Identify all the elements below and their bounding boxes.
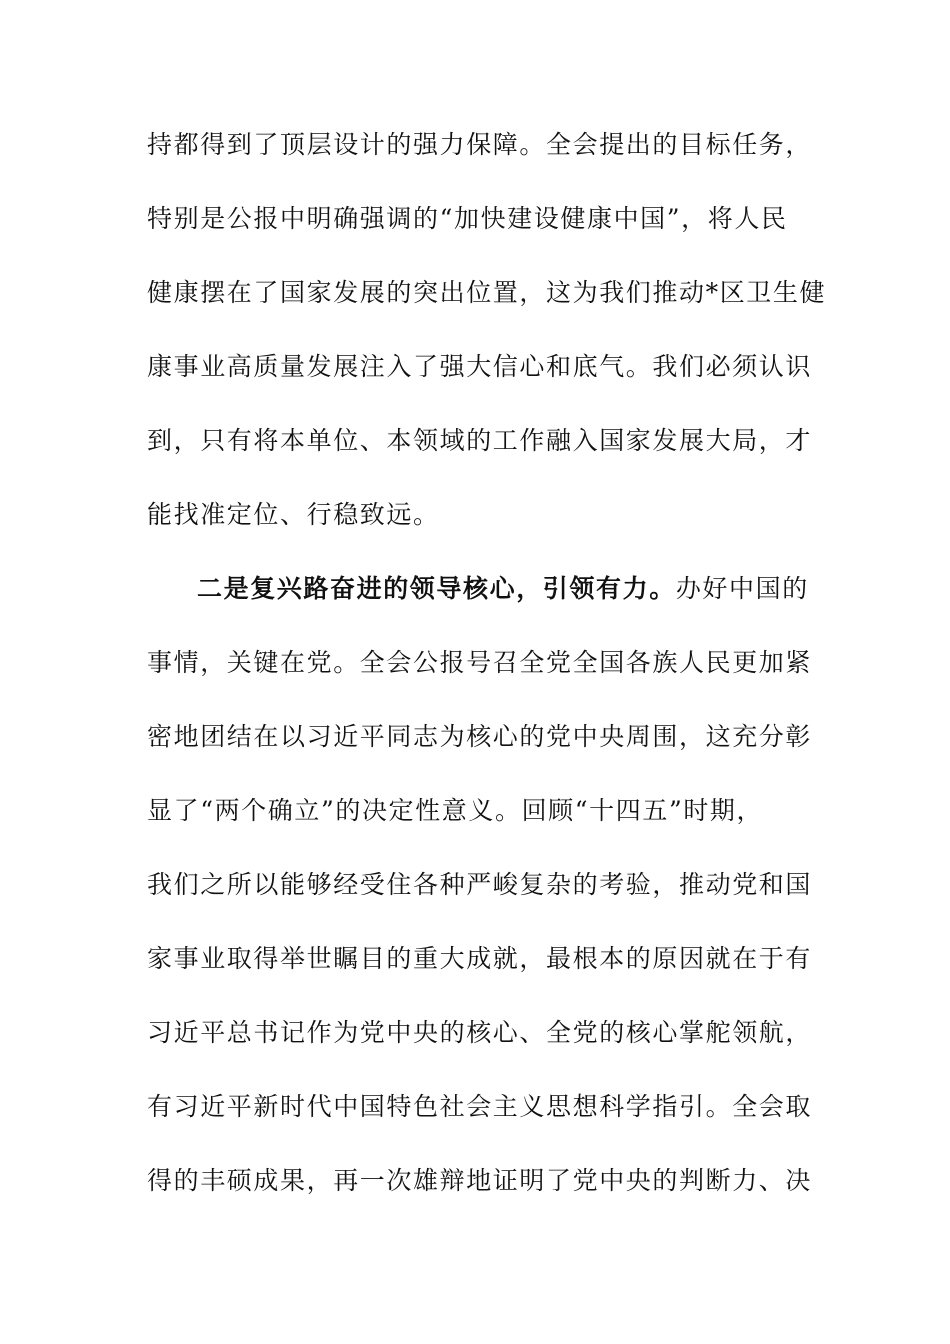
paragraph-line: 有习近平新时代中国特色社会主义思想科学指引。全会取 bbox=[147, 1092, 813, 1121]
paragraph-line: 事情，关键在党。全会公报号召全党全国各族人民更加紧 bbox=[147, 648, 813, 677]
paragraph-first-line bbox=[197, 569, 807, 609]
paragraph-line: 家事业取得举世瞩目的重大成就，最根本的原因就在于有 bbox=[147, 944, 813, 973]
paragraph-line: 能找准定位、行稳致远。 bbox=[147, 500, 440, 529]
paragraph-line: 显了“两个确立”的决定性意义。回顾“十四五”时期， bbox=[147, 796, 764, 825]
section-heading: 二是复兴路奋进的领导核心，引领有力。 bbox=[197, 574, 676, 603]
paragraph-line: 得的丰硕成果，再一次雄辩地证明了党中央的判断力、决 bbox=[147, 1166, 813, 1195]
paragraph-line: 康事业高质量发展注入了强大信心和底气。我们必须认识 bbox=[147, 352, 813, 381]
paragraph-line: 习近平总书记作为党中央的核心、全党的核心掌舵领航， bbox=[147, 1018, 813, 1047]
paragraph-line: 我们之所以能够经受住各种严峻复杂的考验，推动党和国 bbox=[147, 870, 813, 899]
paragraph-line: 健康摆在了国家发展的突出位置，这为我们推动*区卫生健 bbox=[147, 278, 827, 307]
paragraph-line: 特别是公报中明确强调的“加快建设健康中国”，将人民 bbox=[147, 204, 788, 233]
paragraph-text: 办好中国的 bbox=[675, 574, 809, 603]
paragraph-line: 持都得到了顶层设计的强力保障。全会提出的目标任务， bbox=[147, 130, 813, 159]
paragraph-line: 密地团结在以习近平同志为核心的党中央周围，这充分彰 bbox=[147, 722, 813, 751]
paragraph-line: 到，只有将本单位、本领域的工作融入国家发展大局，才 bbox=[147, 426, 813, 455]
